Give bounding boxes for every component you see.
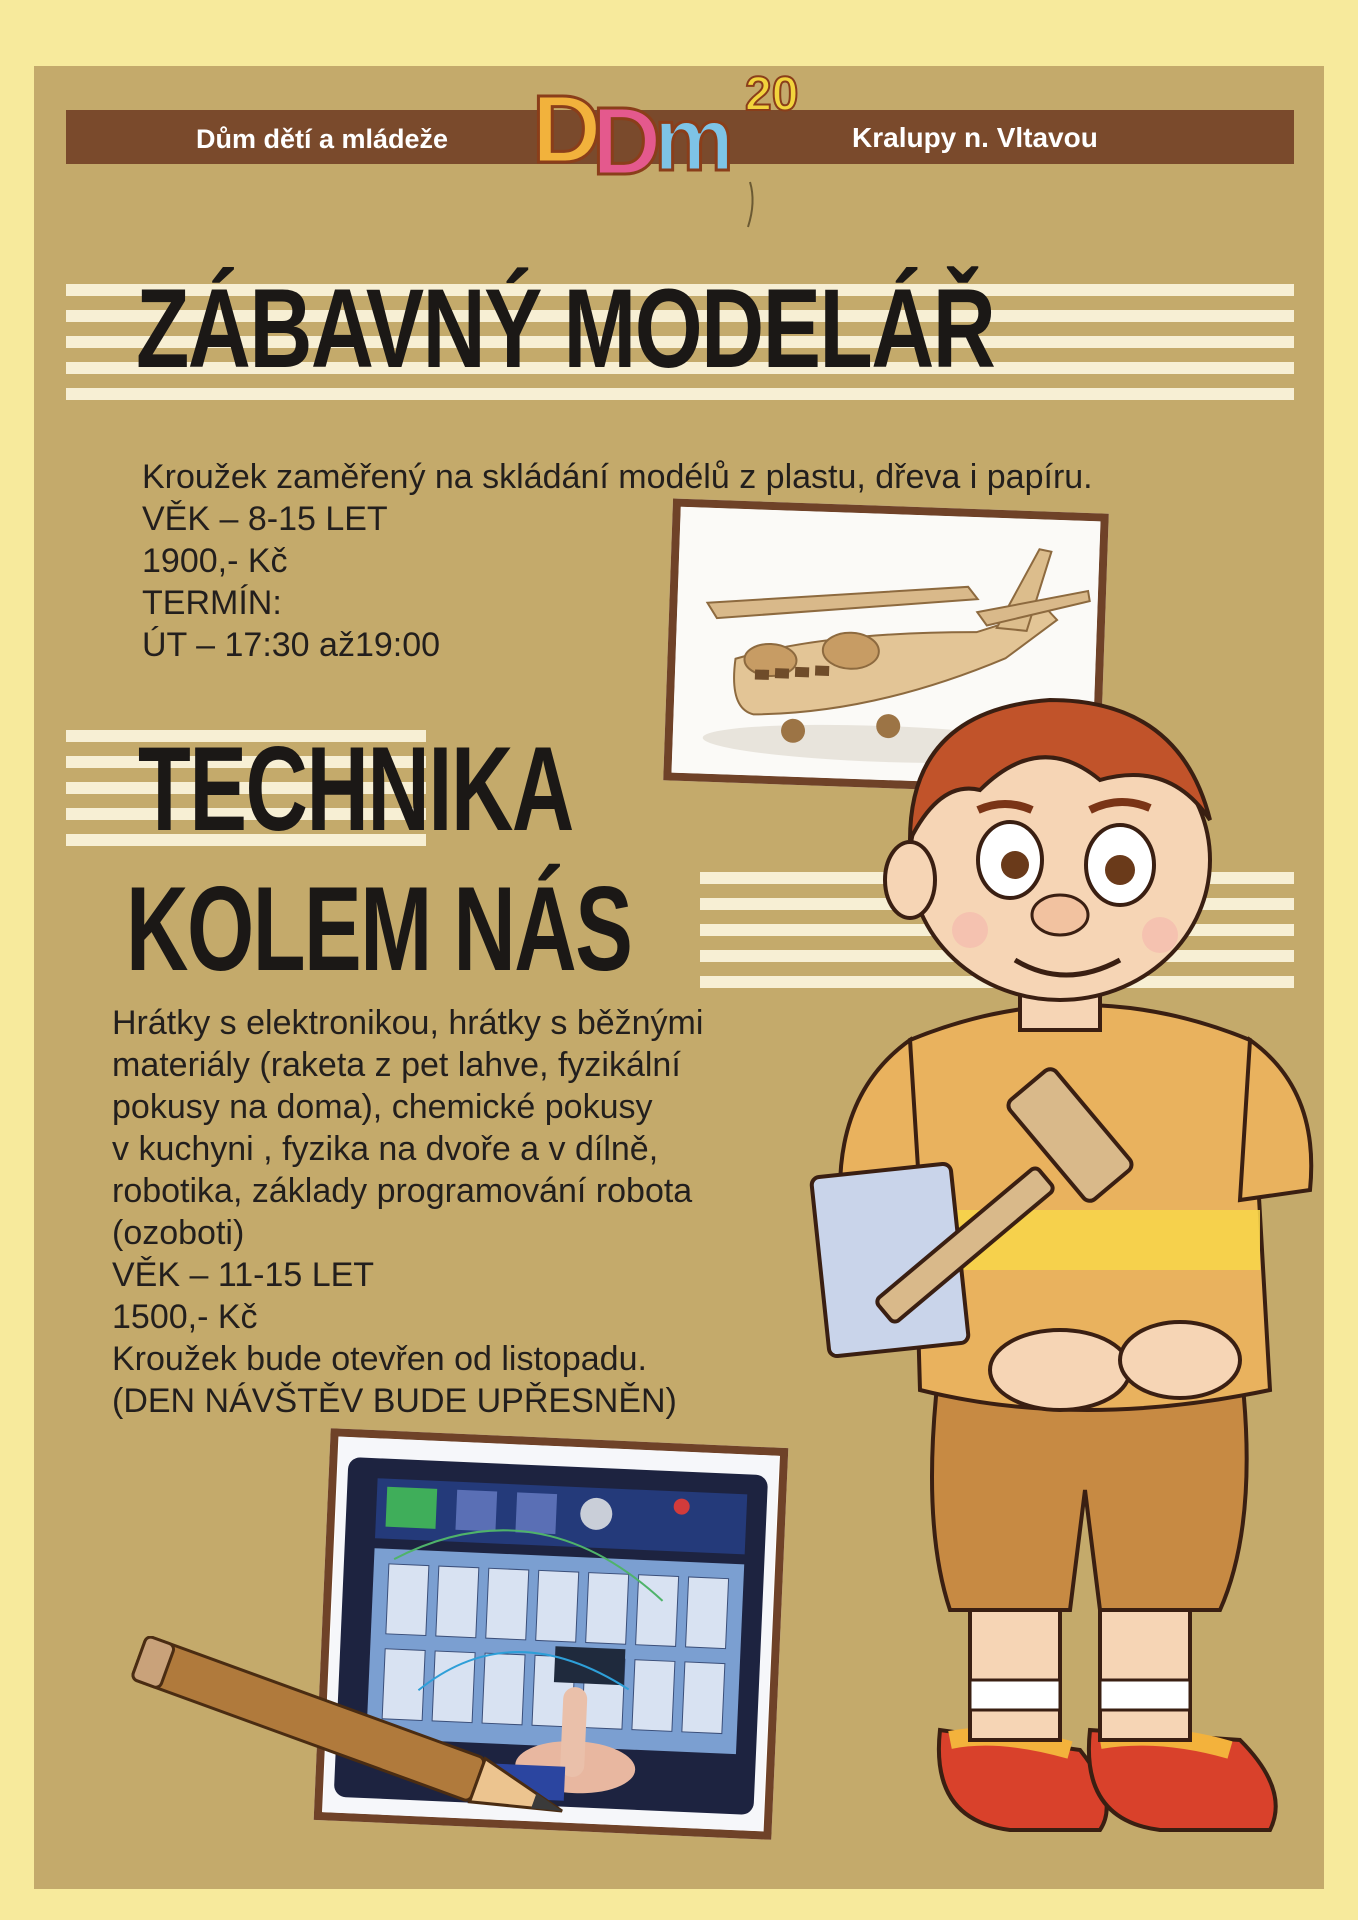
section2-line: pokusy na doma), chemické pokusy	[112, 1088, 653, 1126]
section2-line: Kroužek bude otevřen od listopadu.	[112, 1340, 647, 1378]
svg-text:D: D	[592, 88, 662, 195]
section2-line: Hrátky s elektronikou, hrátky s běžnými	[112, 1004, 704, 1042]
pencil-illustration	[104, 1636, 624, 1846]
section2-line: 1500,- Kč	[112, 1298, 258, 1336]
section1-line: ÚT – 17:30 až19:00	[142, 626, 441, 664]
section2-line: (ozoboti)	[112, 1214, 245, 1252]
svg-text:20: 20	[745, 68, 799, 121]
section1-line: Kroužek zaměřený na skládání modélů z plastu, dřeva i papíru.	[142, 458, 1093, 496]
section2-title-line1: TECHNIKA	[138, 722, 573, 856]
section2-title-line2: KOLEM NÁS	[126, 862, 632, 996]
section1-line: TERMÍN:	[142, 584, 282, 622]
svg-text:D: D	[532, 76, 602, 183]
section2-line: v kuchyni , fyzika na dvoře a v dílně,	[112, 1130, 659, 1168]
section1-line: 1900,- Kč	[142, 542, 288, 580]
boy-illustration	[800, 670, 1320, 1850]
svg-text:m: m	[654, 90, 735, 190]
header-right-text: Kralupy n. Vltavou	[852, 122, 1098, 153]
section2-text	[112, 1002, 703, 1422]
section1-title: ZÁBAVNÝ MODELÁŘ	[136, 266, 995, 391]
section2-line: materiály (raketa z pet lahve, fyzikální	[112, 1046, 681, 1084]
ddm-logo	[520, 52, 840, 232]
section1-line: VĚK – 8-15 LET	[142, 500, 388, 538]
section2-line: (DEN NÁVŠTĚV BUDE UPŘESNĚN)	[112, 1382, 677, 1420]
section2-line: VĚK – 11-15 LET	[112, 1256, 375, 1294]
header-left-text: Dům dětí a mládeže	[196, 124, 449, 154]
section2-line: robotika, základy programování robota	[112, 1172, 693, 1210]
